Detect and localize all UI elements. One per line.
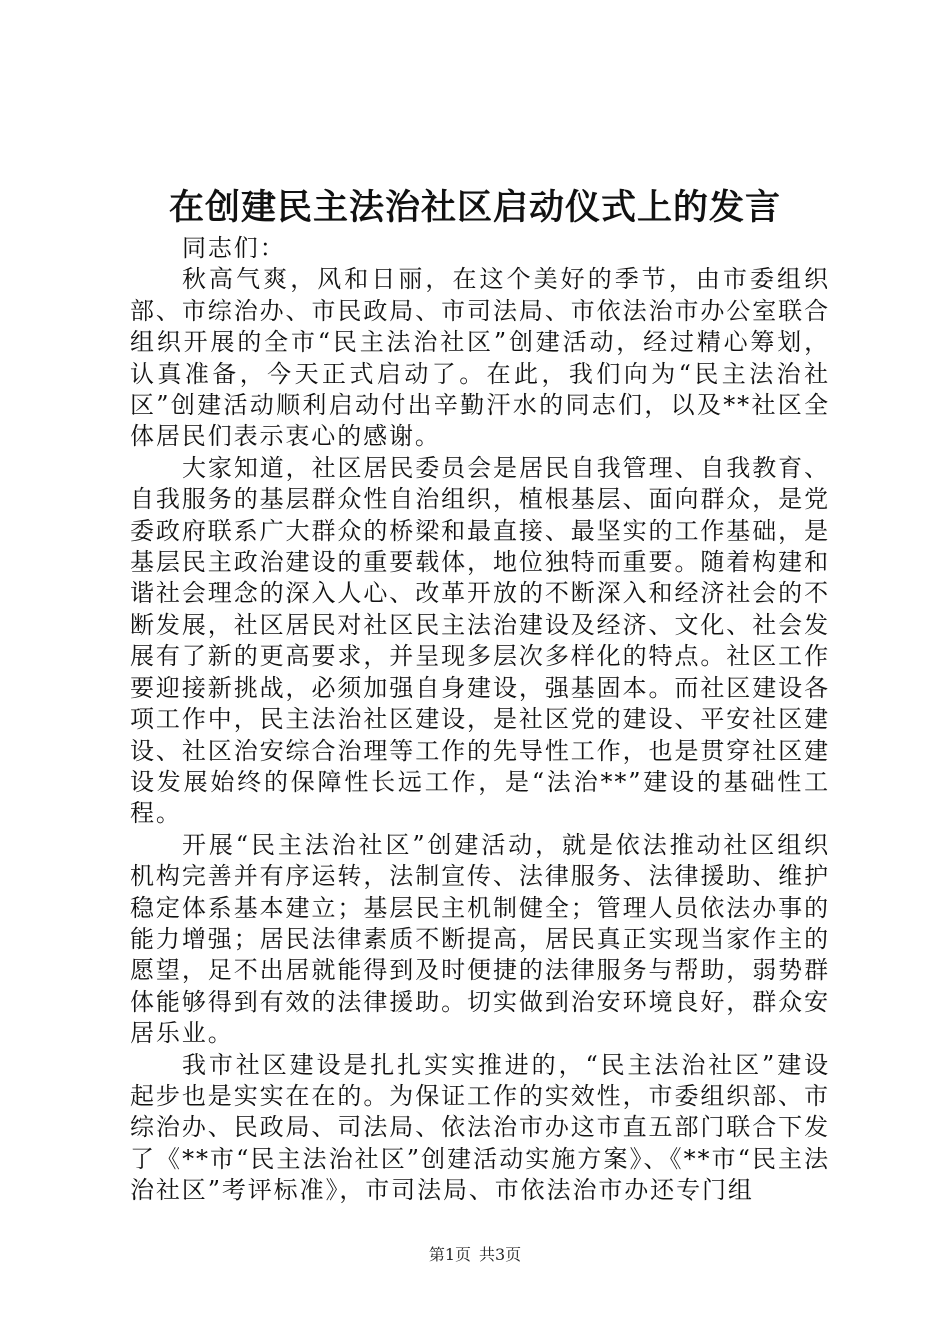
- paragraph-2: 大家知道，社区居民委员会是居民自我管理、自我教育、自我服务的基层群众性自治组织，植根基层、面向群众，是党委政府联系广大群众的桥梁和最直接、最坚实的工作基础，是基层民主政治建设的重要载体，地位独特而重要。随着构建和谐社会理念的深入人心、改革开放的不断深入和经济社会的不断发展，社区居民对社区民主法治建设及经济、文化、社会发展有了新的更高要求，并呈现多层次多样化的特点。社区工作要迎接新挑战，必须加强自身建设，强基固本。而社区建设各项工作中，民主法治社区建设，是社区党的建设、平安社区建设、社区治安综合治理等工作的先导性工作，也是贯穿社区建设发展始终的保障性长远工作，是“法治**”建设的基础性工程。: [130, 453, 830, 828]
- salutation: 同志们：: [182, 234, 286, 262]
- page-footer: [0, 1244, 950, 1266]
- document-title: 在创建民主法治社区启动仪式上的发言: [168, 188, 781, 228]
- paragraph-1: 秋高气爽，风和日丽，在这个美好的季节，由市委组织部、市综治办、市民政局、市司法局、市依法治市办公室联合组织开展的全市“民主法治社区”创建活动，经过精心筹划，认真准备，今天正式启动了。在此，我们向为“民主法治社区”创建活动顺利启动付出辛勤汗水的同志们，以及**社区全体居民们表示衷心的感谢。: [130, 265, 830, 451]
- page-total: 共3页: [479, 1245, 522, 1264]
- page-number: 第1页: [428, 1245, 471, 1264]
- paragraph-4: 我市社区建设是扎扎实实推进的，“民主法治社区”建设起步也是实实在在的。为保证工作的实效性，市委组织部、市综治办、民政局、司法局、依法治市办这市直五部门联合下发了《**市“民主法治社区”创建活动实施方案》、《**市“民主法治社区”考评标准》，市司法局、市依法治市办还专门组: [130, 1050, 830, 1205]
- document-body: [130, 233, 830, 1207]
- paragraph-3: 开展“民主法治社区”创建活动，就是依法推动社区组织机构完善并有序运转，法制宣传、法律服务、法律援助、维护稳定体系基本建立；基层民主机制健全；管理人员依法办事的能力增强；居民法律素质不断提高，居民真正实现当家作主的愿望，足不出居就能得到及时便捷的法律服务与帮助，弱势群体能够得到有效的法律援助。切实做到治安环境良好，群众安居乐业。: [130, 830, 830, 1048]
